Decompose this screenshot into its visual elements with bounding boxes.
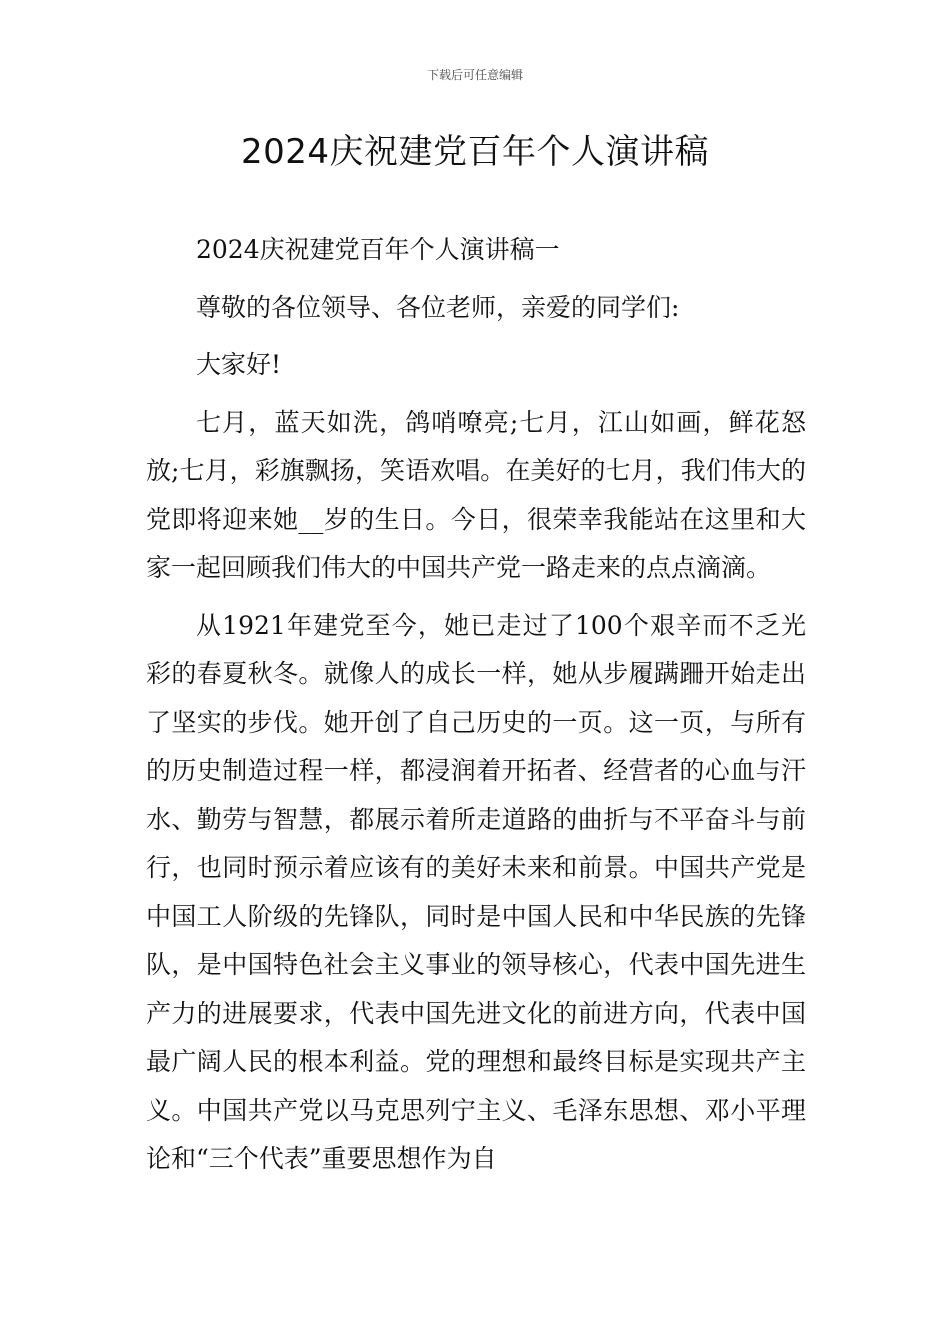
document-body bbox=[146, 226, 806, 1184]
document-title: 2024庆祝建党百年个人演讲稿 bbox=[240, 132, 710, 172]
header-note: 下载后可任意编辑 bbox=[426, 68, 523, 82]
body-paragraph: 从1921年建党至今，她已走过了100个艰辛而不乏光彩的春夏秋冬。就像人的成长一样，她从步履蹒跚开始走出了坚实的步伐。她开创了自己历史的一页。这一页，与所有的历史制造过程一样，都浸润着开拓者、经营者的心血与汗水、勤劳与智慧，都展示着所走道路的曲折与不平奋斗与前行，也同时预示着应该有的美好未来和前景。中国共产党是中国工人阶级的先锋队，同时是中国人民和中华民族的先锋队，是中国特色社会主义事业的领导核心，代表中国先进生产力的进展要求，代表中国先进文化的前进方向，代表中国最广阔人民的根本利益。党的理想和最终目标是实现共产主义。中国共产党以马克思列宁主义、毛泽东思想、邓小平理论和“三个代表”重要思想作为自 bbox=[146, 610, 806, 1173]
subtitle-paragraph: 2024庆祝建党百年个人演讲稿一 bbox=[196, 235, 560, 264]
body-paragraph: 七月，蓝天如洗，鸽哨嘹亮;七月，江山如画，鲜花怒放;七月，彩旗飘扬，笑语欢唱。在美好的七月，我们伟大的党即将迎来她__岁的生日。今日，很荣幸我能站在这里和大家一起回顾我们伟大的中国共产党一路走来的点点滴滴。 bbox=[146, 407, 806, 582]
salutation-paragraph: 尊敬的各位领导、各位老师，亲爱的同学们: bbox=[196, 292, 680, 322]
greeting-paragraph: 大家好! bbox=[196, 350, 282, 379]
